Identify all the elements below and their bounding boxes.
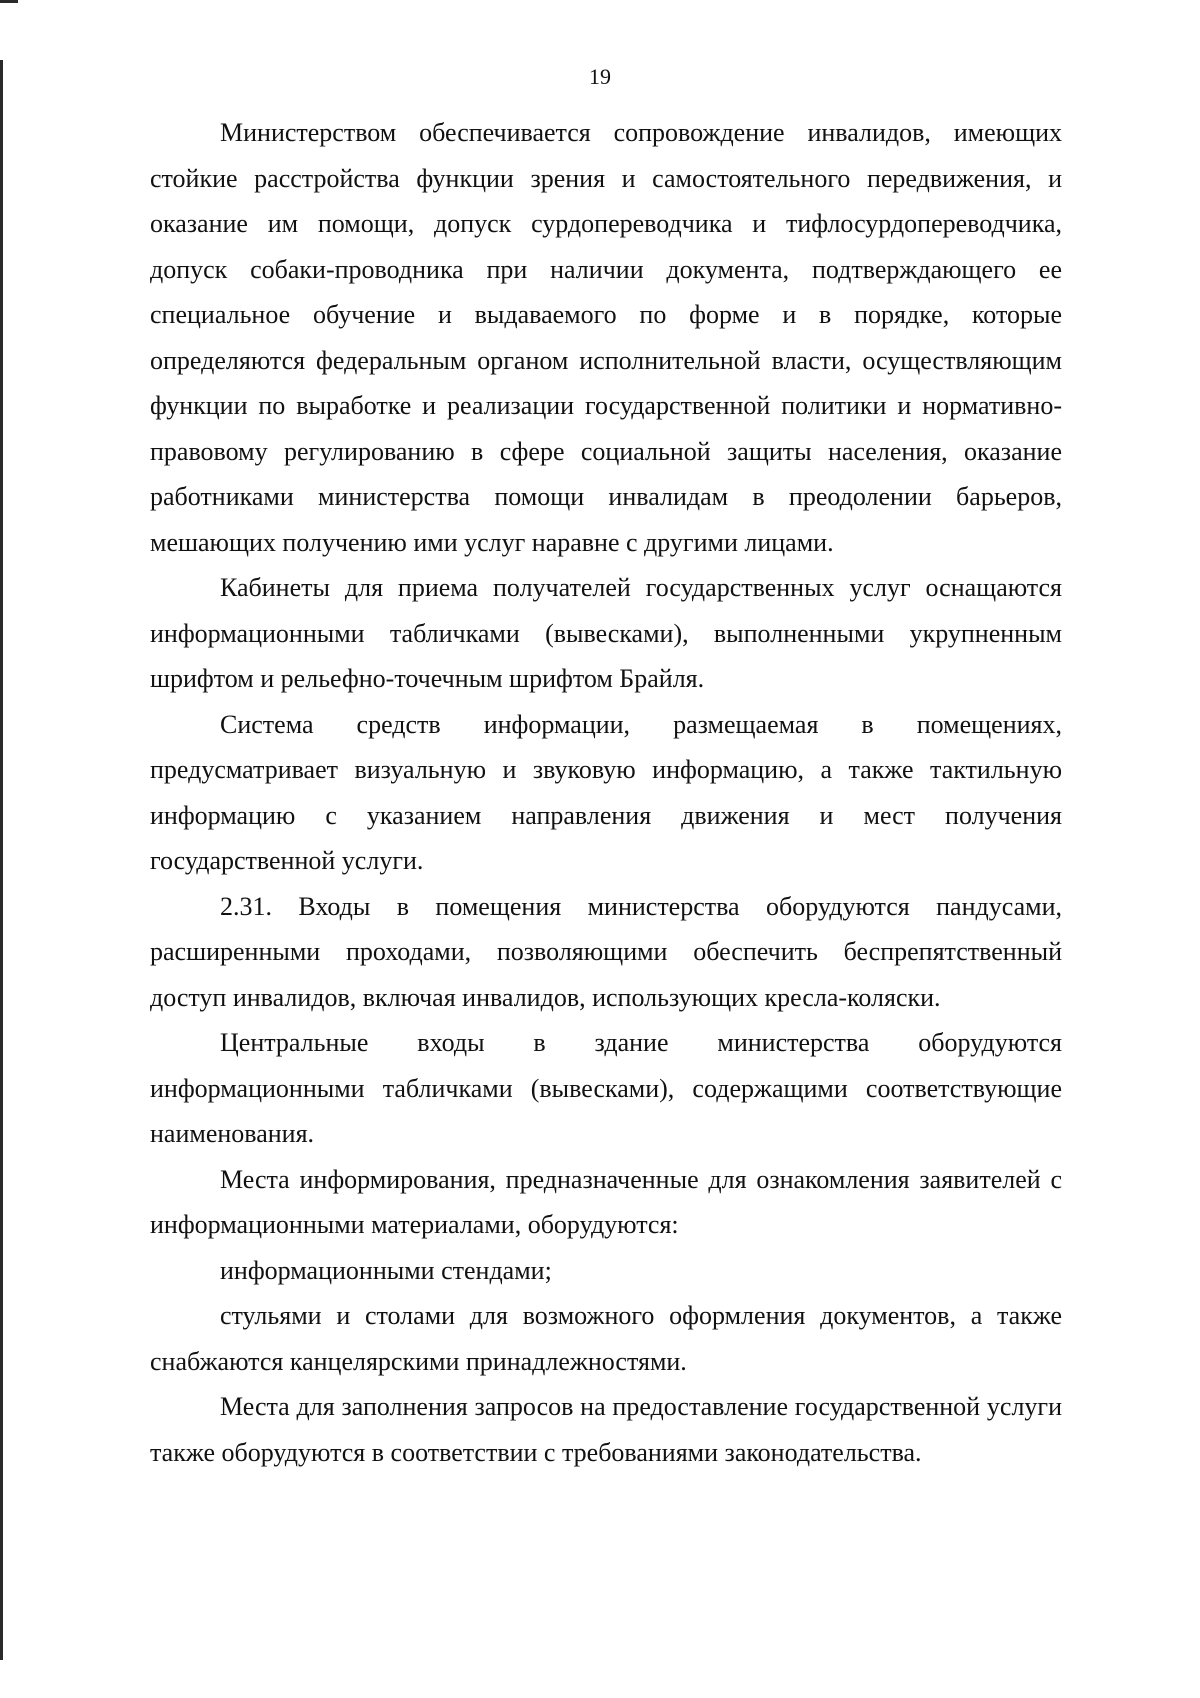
paragraph-2-31-entrances: 2.31. Входы в помещения министерства оборудуются пандусами, расширенными проходами, позволяющими обеспечить беспрепятственный доступ инвалидов, включая инвалидов, использующих кресла-коляски. xyxy=(150,891,1062,1012)
paragraph-information-places: Места информирования, предназначенные для ознакомления заявителей с информационными материалами, оборудуются: xyxy=(150,1164,1062,1239)
paragraph-offices-signs: Кабинеты для приема получателей государственных услуг оснащаются информационными табличками (вывесками), выполненными укрупненным шрифтом и рельефно-точечным шрифтом Брайля. xyxy=(150,573,1062,693)
paragraph-chairs-tables: стульями и столами для возможного оформления документов, а также снабжаются канцелярскими принадлежностями. xyxy=(150,1301,1062,1376)
paragraph-information-system: Система средств информации, размещаемая в помещениях, предусматривает визуальную и звуковую информацию, а также тактильную информацию с указанием направления движения и мест получения государственной услуги. xyxy=(150,709,1062,875)
paragraph-central-entrances: Центральные входы в здание министерства оборудуются информационными табличками (вывесками), содержащими соответствующие наименования. xyxy=(150,1028,1062,1148)
paragraph-request-places: Места для заполнения запросов на предоставление государственной услуги также оборудуются в соответствии с требованиями законодательства. xyxy=(150,1392,1062,1467)
paragraph-escort-disabled: Министерством обеспечивается сопровождение инвалидов, имеющих стойкие расстройства функции зрения и самостоятельного передвижения, и оказание им помощи, допуск сурдопереводчика и тифлосурдопереводчика, допуск собаки-проводника при наличии документа, подтверждающего ее специальное обучение и выдаваемого по форме и в порядке, которые определяются федеральным органом исполнительной власти, осуществляющим функции по выработке и реализации государственной политики и нормативно-правовому регулированию в сфере социальной защиты населения, оказание работниками министерства помощи инвалидам в преодолении барьеров, мешающих получению ими услуг наравне с другими лицами. xyxy=(150,118,1062,557)
page-number: 19 xyxy=(589,64,611,89)
scan-edge-line xyxy=(0,60,3,1660)
document-body xyxy=(150,110,1062,1475)
scan-corner-mark xyxy=(0,0,18,3)
paragraph-info-stands: информационными стендами; xyxy=(220,1255,552,1285)
